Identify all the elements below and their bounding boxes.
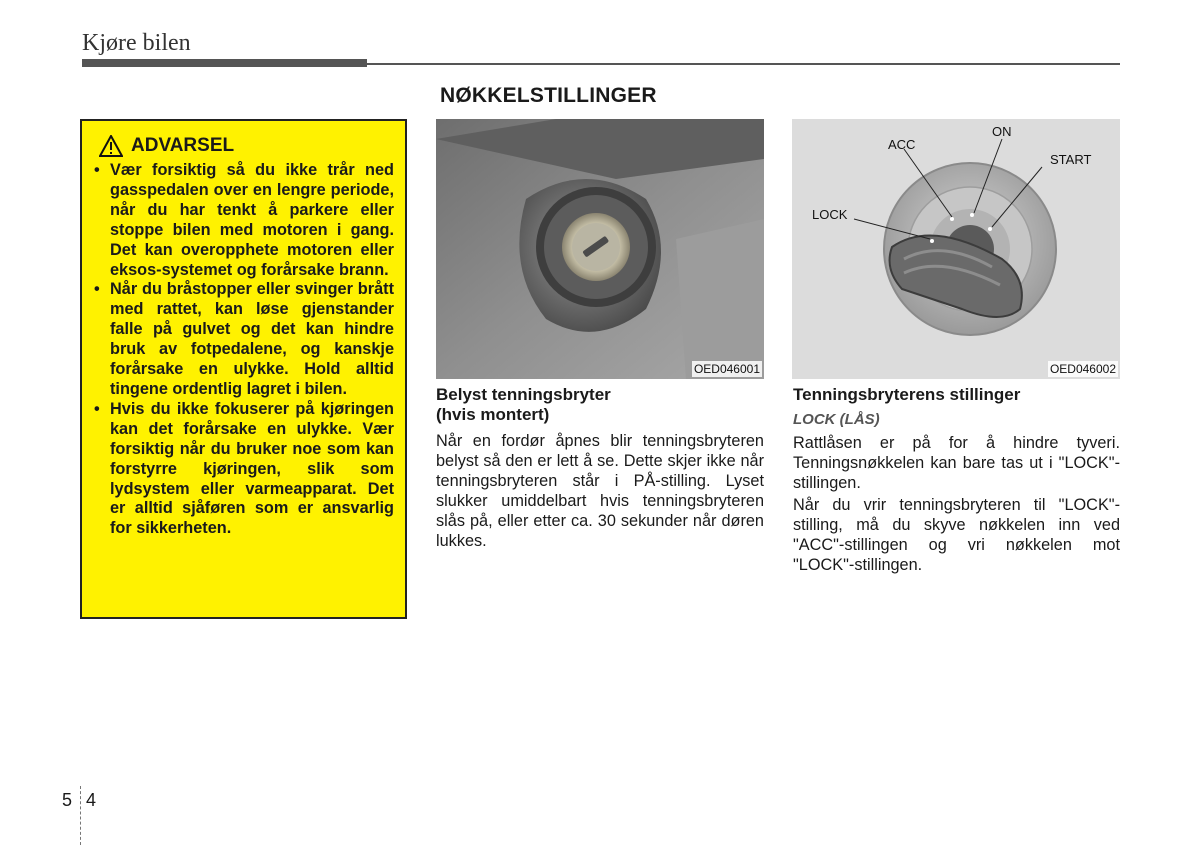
heading-line: Belyst tenningsbryter: [436, 385, 611, 404]
warning-item: • Vær forsiktig så du ikke trår ned gasspedalen over en lengre periode, når du har tenkt å parkere eller stoppe bilen med motoren i gang. Det kan overopphete motoren eller eksos-systemet og forårsake brann.: [93, 161, 394, 280]
heading-line: (hvis montert): [436, 405, 550, 424]
right-column-subheading: LOCK (LÅS): [793, 411, 880, 428]
body-paragraph: Når du vrir tenningsbryteren til "LOCK"-stilling, må du skyve nøkkelen inn ved "ACC"-stillingen og vri nøkkelen mot "LOCK"-stillingen.: [793, 496, 1120, 574]
section-title: NØKKELSTILLINGER: [440, 84, 657, 107]
warning-triangle-icon: [99, 135, 123, 157]
warning-list: [93, 161, 394, 539]
page-number-divider: [80, 786, 81, 845]
label-acc: ACC: [888, 137, 916, 152]
warning-heading: [99, 135, 394, 157]
label-start: START: [1050, 152, 1092, 167]
warning-item: • Hvis du ikke fokuserer på kjøringen kan det forårsake en ulykke. Vær forsiktig når du bruker noe som kan forstyrre kjøringen, slik som lydsystem eller varmeapparat. Det er alltid sjåføren som er ansvarlig for sikkerheten.: [93, 400, 394, 539]
header-rule: [367, 63, 1120, 65]
left-column-heading: [436, 385, 764, 425]
label-on: ON: [992, 124, 1012, 139]
warning-box: [80, 119, 407, 619]
right-column-body: [793, 433, 1120, 575]
ignition-photo: [436, 119, 764, 379]
page-number: 4: [86, 790, 97, 810]
body-paragraph: Rattlåsen er på for å hindre tyveri. Tenningsnøkkelen kan bare tas ut i "LOCK"-stillingen.: [793, 434, 1120, 492]
warning-heading-text: ADVARSEL: [131, 135, 235, 156]
figure-code: OED046002: [1049, 362, 1116, 376]
header-bar: [82, 59, 367, 67]
warning-item: • Når du bråstopper eller svinger brått med rattet, kan løse gjenstander falle på gulvet og det kan hindre bruk av fotpedalene, og kanskje forårsake en ulykke. Hold alltid tingene ordentlig lagret i bilen.: [93, 280, 394, 399]
ignition-positions-diagram: [792, 119, 1120, 379]
label-lock: LOCK: [812, 207, 848, 222]
body-paragraph: Når en fordør åpnes blir tenningsbryteren belyst så den er lett å se. Dette skjer ikke når tenningsbryteren står i PÅ-stilling. Lyset slukker umiddelbart hvis tenningsbryteren slås på, eller etter ca. 30 sekunder når døren lukkes.: [436, 432, 764, 550]
right-column-heading: Tenningsbryterens stillinger: [793, 385, 1021, 404]
ignition-diagram: [792, 119, 1120, 379]
page-header-title: Kjøre bilen: [82, 30, 191, 56]
chapter-number: 5: [62, 790, 73, 810]
ignition-switch-photo-image: [436, 119, 764, 379]
figure-code: OED046001: [693, 362, 760, 376]
left-column-body: [436, 431, 764, 551]
